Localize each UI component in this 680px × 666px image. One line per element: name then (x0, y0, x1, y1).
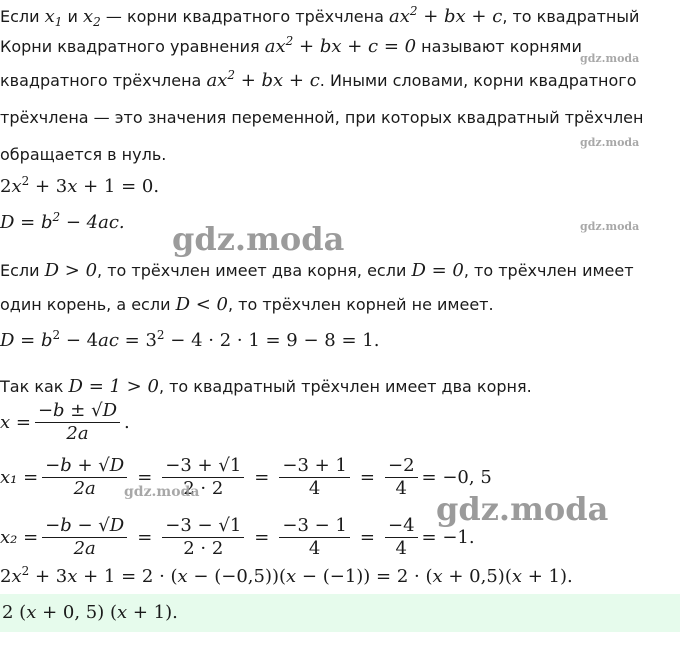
equals-sign: = (137, 467, 153, 488)
fraction (42, 515, 127, 560)
numerator: −3 − √1 (162, 515, 244, 538)
denominator: 4 (395, 538, 407, 559)
text-line-3 (0, 70, 637, 92)
fraction (279, 515, 350, 560)
answer: 2 (x + 0, 5) (x + 1). (2, 602, 178, 623)
watermark: gdz.moda (436, 490, 609, 528)
math-d-zero: D = 0 (411, 260, 464, 281)
text: Корни квадратного уравнения (0, 37, 265, 56)
text-line-7 (0, 294, 494, 316)
root-2-result: = −1. (421, 527, 475, 548)
text-line-1 (0, 6, 639, 28)
math-d-positive: D > 0 (44, 260, 98, 281)
text: , то квадратный (502, 7, 640, 26)
numerator: −3 + √1 (162, 455, 244, 478)
root-1-calculation (0, 455, 492, 500)
text: , то квадратный трёхчлен имеет два корня. (158, 377, 532, 396)
text: называют корнями (416, 37, 582, 56)
math-equation-zero: $ax^2$ + bx + c = 0 (264, 34, 417, 57)
text: . Иными словами, корни квадратного (319, 71, 637, 90)
discriminant-calculation: $D = b^2 - 4ac = 3^2 - 4 \cdot 2 \cdot 1 = 9 - 8 = 1$. (0, 328, 380, 351)
equals-sign: = (359, 467, 375, 488)
math-d-negative: D < 0 (175, 294, 228, 315)
numerator: −2 (385, 455, 418, 478)
math-x2: $x_2$ (83, 6, 101, 29)
numerator: −4 (385, 515, 418, 538)
equals-sign: = (254, 467, 270, 488)
denominator: 4 (308, 538, 321, 559)
text-line-4: трёхчлена — это значения переменной, при которых квадратный трёхчлен (0, 108, 644, 127)
fraction (42, 455, 127, 500)
equation: $2x^2 + 3x + 1 = 0$. (0, 174, 160, 197)
text: один корень, а если (0, 295, 176, 314)
text: квадратного трёхчлена (0, 71, 207, 90)
denominator: 2 · 2 (183, 478, 224, 499)
denominator: 2a (73, 478, 96, 499)
fraction (279, 455, 350, 500)
discriminant-formula: $D = b^2 - 4ac$. (0, 210, 125, 233)
numerator: −3 − 1 (279, 515, 350, 538)
watermark: gdz.moda (580, 52, 640, 65)
text: Если (0, 7, 45, 26)
math-trinomial: $ax^2$ + bx + c (206, 68, 320, 91)
text: , то трёхчлен имеет (463, 261, 634, 280)
formula-lhs: x = (0, 412, 31, 433)
denominator: 2 · 2 (183, 538, 224, 559)
formula-fraction (35, 400, 120, 445)
text: , то трёхчлен корней не имеет. (227, 295, 494, 314)
denominator: 2a (73, 538, 96, 559)
math-x1: $x_1$ (44, 6, 63, 29)
text: — корни квадратного трёхчлена (100, 7, 389, 26)
text: Так как (0, 377, 69, 396)
text: , то трёхчлен имеет два корня, если (97, 261, 412, 280)
equals-sign: = (359, 527, 375, 548)
fraction (385, 515, 418, 560)
watermark: gdz.moda (124, 484, 200, 500)
equals-sign: = (137, 527, 153, 548)
text: Если (0, 261, 45, 280)
root-1-lhs: x₁ = (0, 467, 39, 488)
numerator: −b − √D (42, 515, 127, 538)
factorization: $2x^2 + 3x + 1 = 2 \cdot (x - (-0,5))(x - (-1)) = 2 \cdot (x + 0,5)(x + 1)$. (0, 564, 573, 587)
root-2-calculation (0, 515, 475, 560)
root-1-result: = −0, 5 (421, 467, 492, 488)
fraction (385, 455, 418, 500)
watermark: gdz.moda (580, 136, 640, 149)
math-trinomial: $ax^2$ + bx + c (388, 4, 503, 27)
formula-tail: . (124, 412, 130, 433)
text-line-6 (0, 260, 634, 282)
numerator: −b ± √D (35, 400, 120, 423)
watermark: gdz.moda (580, 220, 640, 233)
root-2-lhs: x₂ = (0, 527, 39, 548)
denominator: 4 (308, 478, 321, 499)
equals-sign: = (254, 527, 270, 548)
text-line-2 (0, 36, 582, 58)
denominator: 4 (395, 478, 407, 499)
fraction (162, 515, 244, 560)
denominator: 2a (66, 423, 89, 444)
text: и (62, 7, 83, 26)
text-line-5: обращается в нуль. (0, 145, 167, 164)
numerator: −3 + 1 (279, 455, 350, 478)
watermark: gdz.moda (172, 220, 345, 258)
root-formula (0, 400, 130, 445)
math-d-value: D = 1 > 0 (68, 376, 159, 397)
numerator: −b + √D (42, 455, 127, 478)
text-line-8 (0, 376, 532, 398)
